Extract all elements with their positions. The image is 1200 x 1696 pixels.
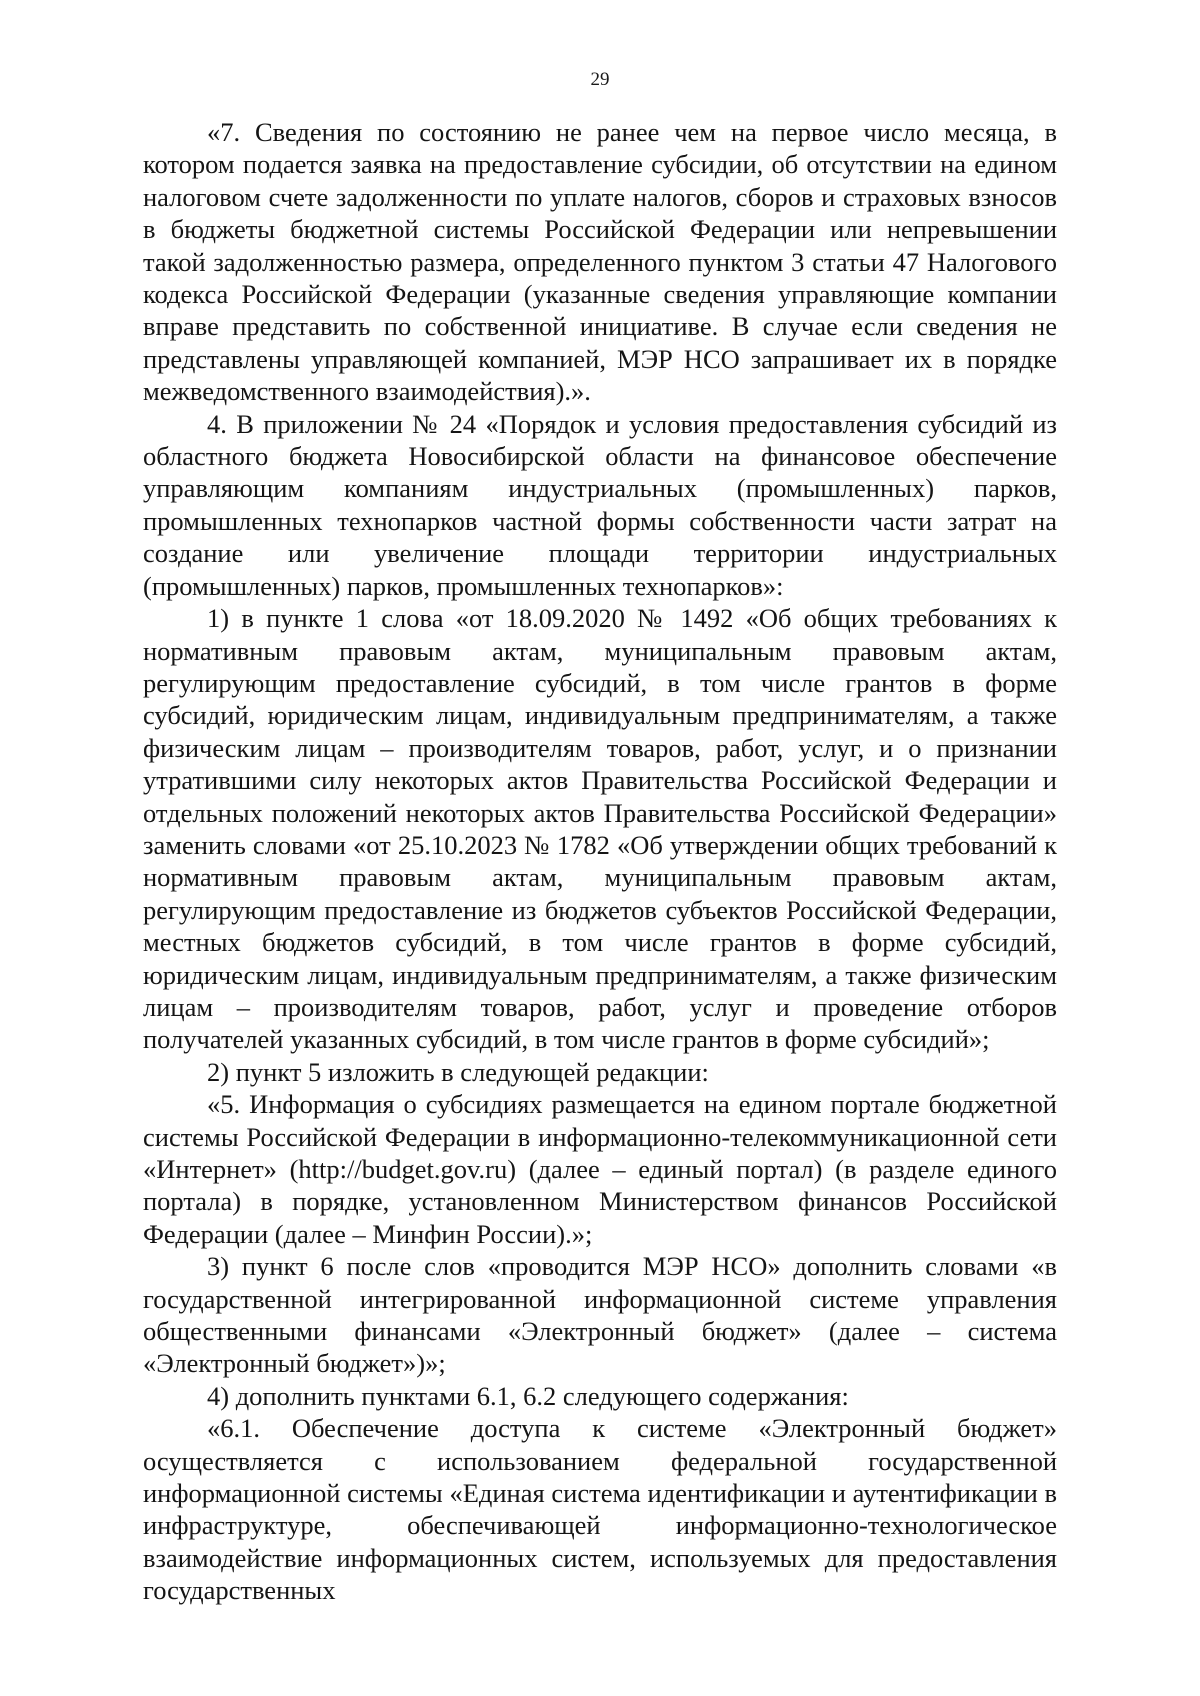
document-body bbox=[143, 116, 1057, 1607]
paragraph-clause-6-1-text: «6.1. Обеспечение доступа к системе «Электронный бюджет» осуществляется с использованием федеральной государственной информационной системы «Единая система идентификации и аутентификации в инфраструктуре, обеспечивающей информационно-технологическое взаимодействие информационных систем, используемых для предоставления государственных bbox=[143, 1413, 1057, 1606]
paragraph-subitem-4: 4) дополнить пунктами 6.1, 6.2 следующего содержания: bbox=[207, 1380, 849, 1411]
paragraph-clause-7-text: «7. Сведения по состоянию не ранее чем на первое число месяца, в котором подается заявка на предоставление субсидии, об отсутствии на едином налоговом счете задолженности по уплате налогов, сборов и страховых взносов в бюджеты бюджетной системы Российской Федерации или непревышении такой задолженностью размера, определенного пунктом 3 статьи 47 Налогового кодекса Российской Федерации (указанные сведения управляющие компании вправе представить по собственной инициативе. В случае если сведения не представлены управляющей компанией, МЭР НСО запрашивает их в порядке межведомственного взаимодействия).». bbox=[143, 117, 1057, 407]
paragraph-subitem-1: 1) в пункте 1 слова «от 18.09.2020 № 1492 «Об общих требованиях к нормативным правовым актам, муниципальным правовым актам, регулирующим предоставление субсидий, в том числе грантов в форме субсидий, юридическим лицам, индивидуальным предпринимателям, а также физическим лицам – производителям товаров, работ, услуг, и о признании утратившими силу некоторых актов Правительства Российской Федерации и отдельных положений некоторых актов Правительства Российской Федерации» заменить словами «от 25.10.2023 № 1782 «Об утверждении общих требований к нормативным правовым актам, муниципальным правовым актам, регулирующим предоставление из бюджетов субъектов Российской Федерации, местных бюджетов субсидий, в том числе грантов в форме субсидий, юридическим лицам, индивидуальным предпринимателям, а также физическим лицам – производителям товаров, работ, услуг и проведение отборов получателей указанных субсидий, в том числе грантов в форме субсидий»; bbox=[143, 603, 1057, 1055]
paragraph-item-4-appendix-24: 4. В приложении № 24 «Порядок и условия предоставления субсидий из областного бюджета Новосибирской области на финансовое обеспечение управляющим компаниям индустриальных (промышленных) парков, промышленных технопарков частной формы собственности части затрат на создание или увеличение площади территории индустриальных (промышленных) парков, промышленных технопарков»: bbox=[143, 408, 1057, 601]
paragraph-subitem-3: 3) пункт 6 после слов «проводится МЭР НСО» дополнить словами «в государственной интегрированной информационной системе управления общественными финансами «Электронный бюджет» (далее – система «Электронный бюджет»)»; bbox=[143, 1251, 1057, 1379]
page-number: 29 bbox=[590, 69, 610, 90]
paragraph-subitem-2: 2) пункт 5 изложить в следующей редакции: bbox=[207, 1056, 709, 1087]
paragraph-clause-5-text: «5. Информация о субсидиях размещается на едином портале бюджетной системы Российской Федерации в информационно-телекоммуникационной сети «Интернет» (http://budget.gov.ru) (далее – единый портал) (в разделе единого портала) в порядке, установленном Министерством финансов Российской Федерации (далее – Минфин России).»; bbox=[143, 1089, 1057, 1249]
